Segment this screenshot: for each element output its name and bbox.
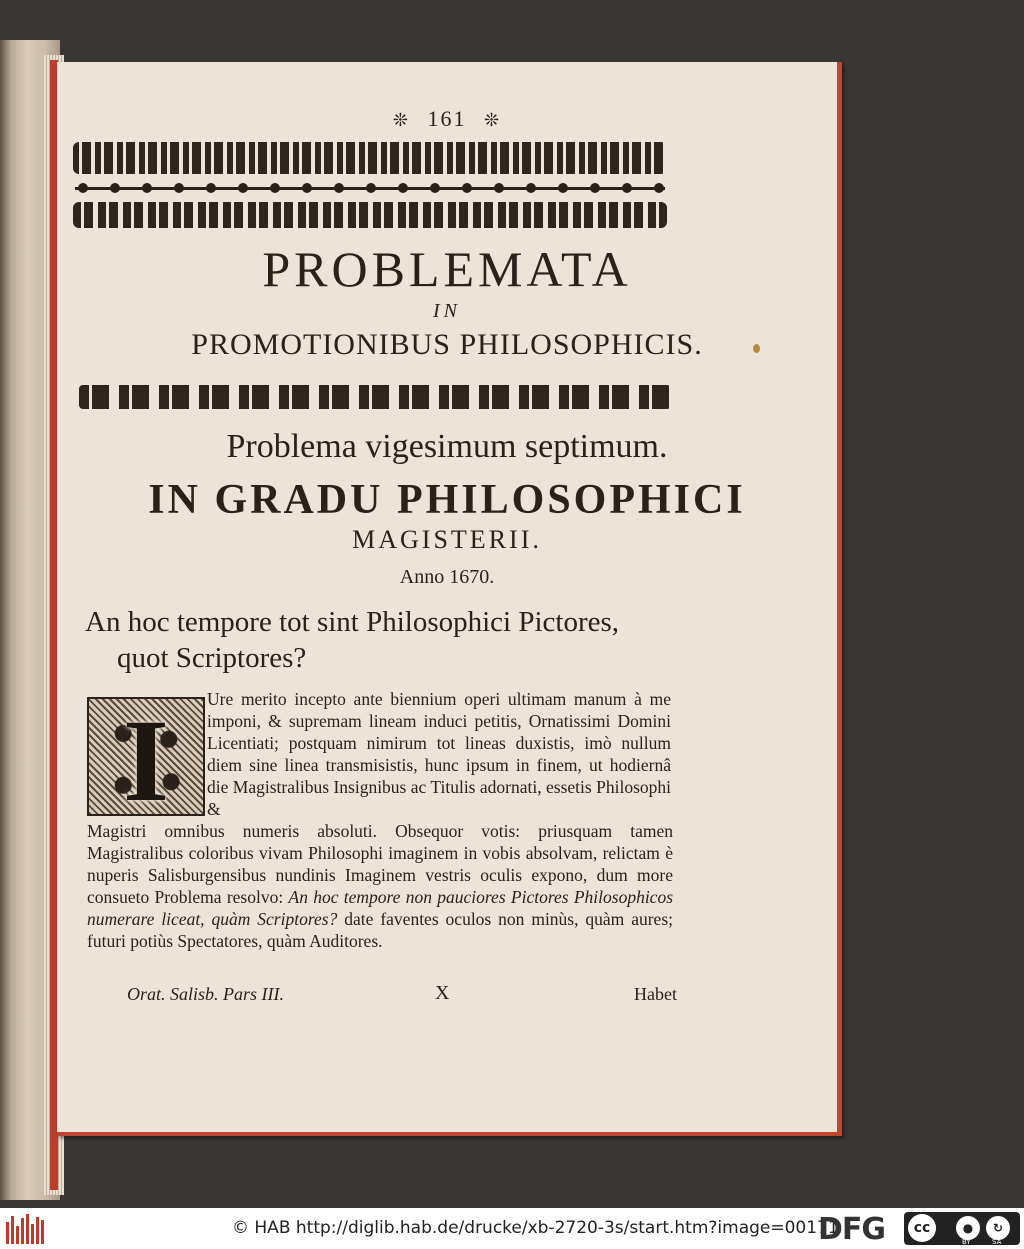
ornament-right-icon: ❊ bbox=[484, 110, 502, 130]
year-line: Anno 1670. bbox=[399, 566, 495, 588]
fleuron-dot bbox=[238, 183, 248, 193]
degree-heading: IN GRADU PHILOSOPHICI bbox=[148, 477, 746, 523]
ornament-left-icon: ❊ bbox=[392, 110, 410, 130]
share-alike-icon: ↻ bbox=[986, 1216, 1010, 1240]
fleuron-row-icon bbox=[73, 178, 667, 200]
cc-license-badge[interactable] bbox=[904, 1212, 1020, 1245]
question-line-2: quot Scriptores? bbox=[117, 642, 307, 674]
fleuron-dot bbox=[430, 183, 440, 193]
fleuron-dot bbox=[462, 183, 472, 193]
title-in: IN bbox=[433, 300, 461, 322]
paragraph-2-italic: An hoc tempore non pauciores Pictores Philosophicos numerare liceat, quàm Scriptores? bbox=[87, 887, 674, 929]
paragraph-2 bbox=[87, 820, 673, 952]
signature-line: Orat. Salisb. Pars III. bbox=[127, 984, 284, 1004]
ornamental-band-top bbox=[73, 142, 667, 174]
book-page bbox=[57, 62, 842, 1136]
page-number-value: 161 bbox=[427, 106, 467, 131]
decorated-initial-icon bbox=[87, 695, 205, 826]
dfg-logo: DFG bbox=[818, 1212, 886, 1247]
fleuron-dot bbox=[270, 183, 280, 193]
fleuron-dot bbox=[526, 183, 536, 193]
paragraph-2-start: Magistri omnibus numeris absoluti. Obsequor votis: priusquam tamen Magistralibus coloribus vivam Philosophi imaginem in vobis absolvam, relictam è nuperis Salisburgensibus nundinis Imaginem vestris oculis expono, dum more consueto Problema resolvo: bbox=[87, 821, 673, 907]
fleuron-dot bbox=[366, 183, 376, 193]
hab-logo-icon bbox=[6, 1214, 46, 1244]
degree-subheading: MAGISTERII. bbox=[352, 525, 542, 554]
question-heading bbox=[85, 604, 675, 676]
source-url[interactable]: © HAB http://diglib.hab.de/drucke/xb-2720-3s/start.htm?image=00171 bbox=[232, 1218, 839, 1238]
catchword: Habet bbox=[634, 984, 677, 1004]
question-line-1: An hoc tempore tot sint Philosophici Pictores, bbox=[85, 606, 620, 638]
page-number bbox=[57, 106, 837, 132]
fleuron-dot bbox=[142, 183, 152, 193]
problem-heading: Problema vigesimum septimum. bbox=[226, 428, 668, 465]
signature-mark: X bbox=[435, 982, 450, 1004]
fleuron-dot bbox=[302, 183, 312, 193]
fleuron-dot bbox=[334, 183, 344, 193]
page-title: PROBLEMATA bbox=[262, 241, 632, 297]
paper-stain bbox=[753, 344, 760, 353]
paragraph-2-end: date faventes oculos non minùs, quàm aures; futuri potiùs Spectatores, quàm Auditores. bbox=[87, 909, 673, 951]
attribution-icon: ● bbox=[956, 1216, 980, 1240]
fleuron-dot bbox=[110, 183, 120, 193]
fleuron-dot bbox=[174, 183, 184, 193]
fleuron-dot bbox=[654, 183, 664, 193]
cc-by-label: BY bbox=[962, 1238, 971, 1246]
fleuron-dot bbox=[78, 183, 88, 193]
cc-icon: cc bbox=[908, 1214, 936, 1242]
ornamental-band-middle bbox=[73, 178, 667, 200]
initial-letter: I bbox=[123, 695, 169, 826]
fleuron-dot bbox=[494, 183, 504, 193]
footer-bar bbox=[0, 1208, 1024, 1249]
fleuron-dot bbox=[398, 183, 408, 193]
ornamental-band-bottom bbox=[73, 202, 667, 228]
fleuron-dot bbox=[590, 183, 600, 193]
fleuron-dot bbox=[558, 183, 568, 193]
page-subtitle: PROMOTIONIBUS PHILOSOPHICIS. bbox=[191, 328, 703, 361]
cc-sa-label: SA bbox=[992, 1238, 1002, 1246]
ornamental-divider bbox=[79, 385, 671, 409]
fleuron-dot bbox=[622, 183, 632, 193]
fleuron-dot bbox=[206, 183, 216, 193]
paragraph-1: Ure merito incepto ante biennium operi ultimam manum à me imponi, & supremam lineam induci petitis, Ornatissimi Domini Licentiati; postquam nimirum tot lineas duxistis, imò nullum diem sine linea transmisistis, hunc ipsum in finem, ut hodiernâ die Magistralibus Insignibus ac Titulis adornati, essetis Philosophi & bbox=[207, 689, 671, 819]
